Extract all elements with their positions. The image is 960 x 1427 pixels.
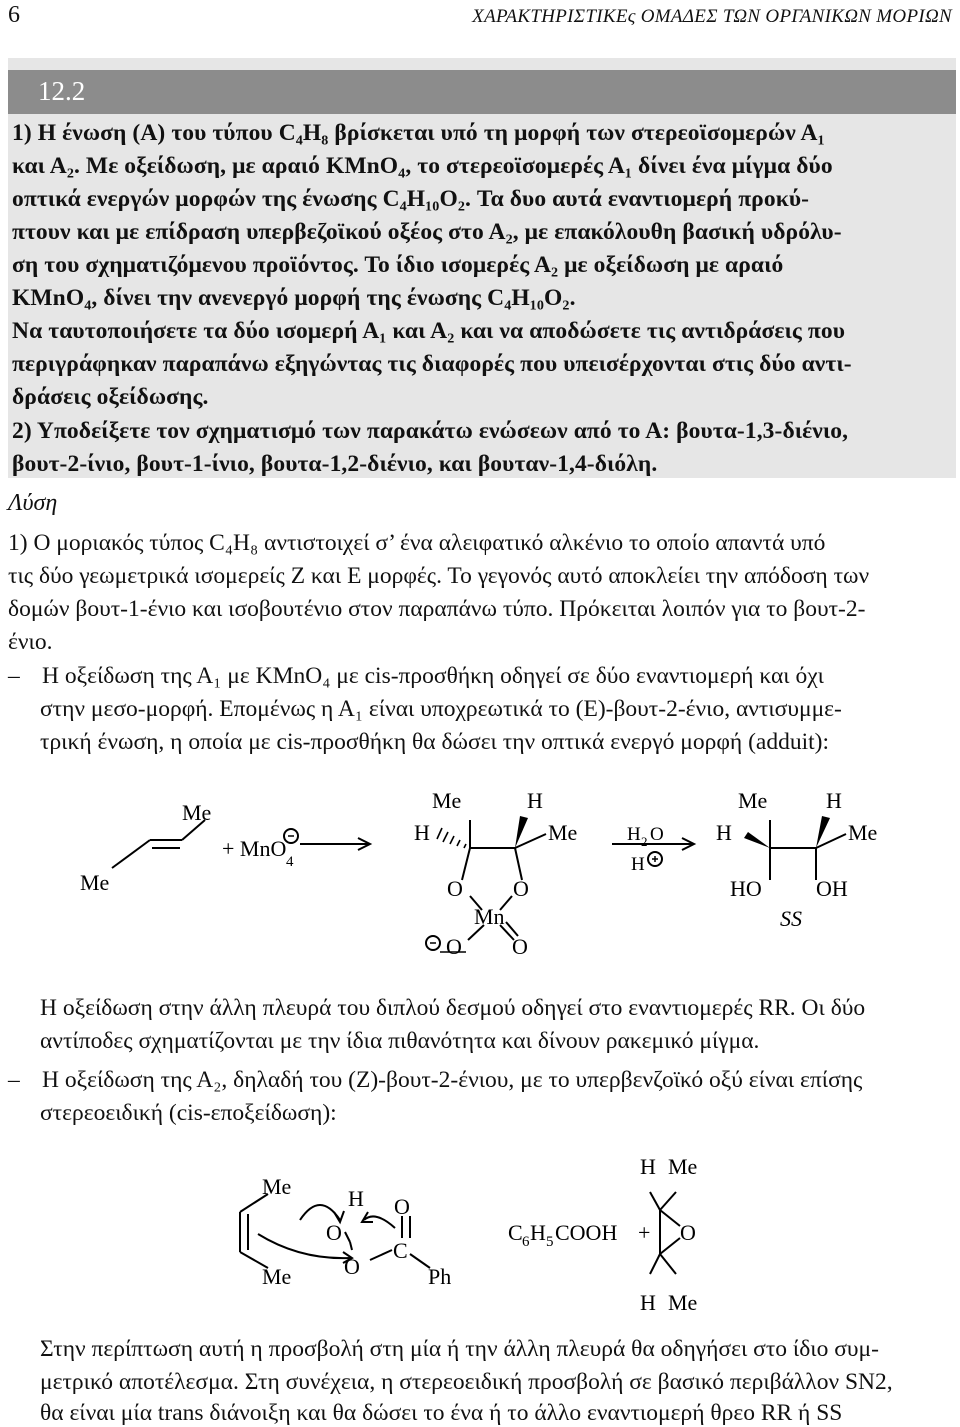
problem-line: KMnO₄, δίνει την ανενεργό μορφή της ένωσης C₄H₁₀O₂. [12,285,576,311]
solution-label: Λύση [8,490,58,516]
svg-text:O: O [650,824,664,845]
svg-text:H: H [716,820,732,845]
svg-text:SS: SS [780,906,802,931]
svg-text:H: H [348,1186,364,1211]
solution-line: δομών βουτ-1-ένιο και ισοβουτένιο στον παραπάνω τύπο. Πρόκειται λοιπόν για το βουτ-2- [8,596,866,622]
svg-text:H: H [640,1290,656,1315]
svg-text:C: C [393,1238,408,1263]
svg-text:O: O [326,1220,342,1245]
page-number: 6 [8,2,20,28]
svg-text:H: H [414,820,430,845]
svg-text:O: O [680,1220,696,1245]
svg-text:4: 4 [286,854,294,870]
svg-text:Me: Me [668,1290,698,1315]
problem-line: περιγράφηκαν παραπάνω εξηγώντας τις διαφορές που υπεισέρχονται στις δύο αντι- [12,351,852,377]
svg-text:+: + [638,1220,651,1245]
solution-line: θα είναι μία trans διάνοιξη και θα δώσει το ένα ή το άλλο εναντιομερή θρεο RR ή SS [40,1400,843,1426]
solution-line: Η οξείδωση της Α₁ με KMnO₄ με cis-προσθήκη οδηγεί σε δύο εναντιομερή και όχι [42,663,824,689]
problem-line: δράσεις οξείδωσης. [12,384,209,410]
svg-text:HO: HO [730,876,762,901]
svg-text:Me: Me [262,1264,292,1289]
solution-line: τις δύο γεωμετρικά ισομερείς Ζ και Ε μορφές. Το γεγονός αυτό αποκλείει την απόδοση των [8,563,870,589]
problem-line: 2) Υποδείξετε τον σχηματισμό των παρακάτω ενώσεων από το Α: βουτα-1,3-διένιο, [12,418,849,444]
problem-line: βουτ-2-ίνιο, βουτ-1-ίνιο, βουτα-1,2-διένιο, και βουταν-1,4-διόλη. [12,451,658,477]
svg-text:Ph: Ph [428,1264,452,1289]
problem-line: και Α₂. Με οξείδωση, με αραιό KMnO₄, το στερεοϊσομερές Α₁ δίνει ένα μίγμα δύο [12,153,833,179]
scheme-dihydroxylation [0,780,960,980]
solution-line: στην μεσο-μορφή. Επομένως η Α₁ είναι υποχρεωτικά το (Ε)-βουτ-2-ένιο, αντισυμμε- [40,696,842,722]
svg-text:H: H [627,824,641,845]
solution-line: αντίποδες σχηματίζονται με την ίδια πιθανότητα και δίνουν ρακεμικό μίγμα. [40,1028,760,1054]
solution-line: τρική ένωση, η οποία με cis-προσθήκη θα δώσει την οπτικά ενεργό μορφή (adduit): [40,729,830,755]
svg-text:6: 6 [522,1234,530,1250]
problem-line: 1) Η ένωση (Α) του τύπου C₄H₈ βρίσκεται υπό τη μορφή των στερεοϊσομερών Α₁ [12,120,825,146]
solution-line: ένιο. [8,629,53,655]
svg-text:H: H [631,854,645,875]
svg-text:OH: OH [816,876,848,901]
svg-text:Me: Me [262,1174,292,1199]
problem-number: 12.2 [38,76,86,106]
svg-text:Me: Me [668,1154,698,1179]
svg-text:C: C [508,1220,523,1245]
problem-line: Να ταυτοποιήσετε τα δύο ισομερή Α₁ και Α₂ και να αποδώσετε τις αντιδράσεις που [12,318,846,344]
problem-line: ση του σχηματιζόμενου προϊόντος. Το ίδιο ισομερές Α₂ με οξείδωση με αραιό [12,252,784,278]
svg-text:H: H [826,788,842,813]
mno4-label: + MnO [222,836,287,861]
svg-text:Mn: Mn [474,904,505,929]
svg-text:2: 2 [641,834,648,849]
solution-line: 1) Ο μοριακός τύπος C₄H₈ αντιστοιχεί σ’ ένα αλειφατικό αλκένιο το οποίο απαντά υπό [8,530,826,556]
problem-header [8,70,956,114]
list-dash: – [8,663,20,689]
scheme-epoxidation [0,1150,960,1325]
problem-line: πτουν και με επίδραση υπερβεζοϊκού οξέος στο Α₂, με επακόλουθη βασική υδρόλυ- [12,219,842,245]
svg-text:Me: Me [848,820,878,845]
solution-line: στερεοειδική (cis-εποξείδωση): [40,1100,337,1126]
svg-text:COOH: COOH [555,1220,618,1245]
me-label: Me [80,870,110,895]
svg-text:H: H [527,788,543,813]
solution-line: Η οξείδωση στην άλλη πλευρά του διπλού δεσμού οδηγεί στο εναντιομερές RR. Οι δύο [40,995,866,1021]
running-title: ΧΑΡΑΚΤΗΡΙΣΤΙΚΕς ΟΜΑΔΕΣ ΤΩΝ ΟΡΓΑΝΙΚΩΝ ΜΟΡΙΩΝ [472,6,952,27]
svg-text:O: O [512,934,528,959]
svg-text:5: 5 [546,1234,554,1250]
me-label: Me [182,800,212,825]
list-dash: – [8,1067,20,1093]
solution-line: μετρικό αποτέλεσμα. Στη συνέχεια, η στερεοειδική προσβολή σε βασικό περιβάλλον SN2, [40,1369,893,1395]
svg-text:O: O [394,1194,410,1219]
svg-text:H: H [530,1220,546,1245]
svg-text:O: O [446,934,462,959]
svg-text:O: O [513,876,529,901]
problem-line: οπτικά ενεργών μορφών της ένωσης C₄H₁₀O₂. Τα δυο αυτά εναντιομερή προκύ- [12,186,810,212]
svg-text:Me: Me [548,820,578,845]
svg-text:O: O [447,876,463,901]
svg-text:Me: Me [738,788,768,813]
solution-line: Στην περίπτωση αυτή η προσβολή στη μία ή την άλλη πλευρά θα οδηγήσει στο ίδιο συμ- [40,1336,879,1362]
solution-line: Η οξείδωση της Α₂, δηλαδή του (Ζ)-βουτ-2-ένιου, με το υπερβενζοϊκό οξύ είναι επίσης [42,1067,863,1093]
svg-text:O: O [344,1254,360,1279]
svg-text:H: H [640,1154,656,1179]
svg-text:Me: Me [432,788,462,813]
